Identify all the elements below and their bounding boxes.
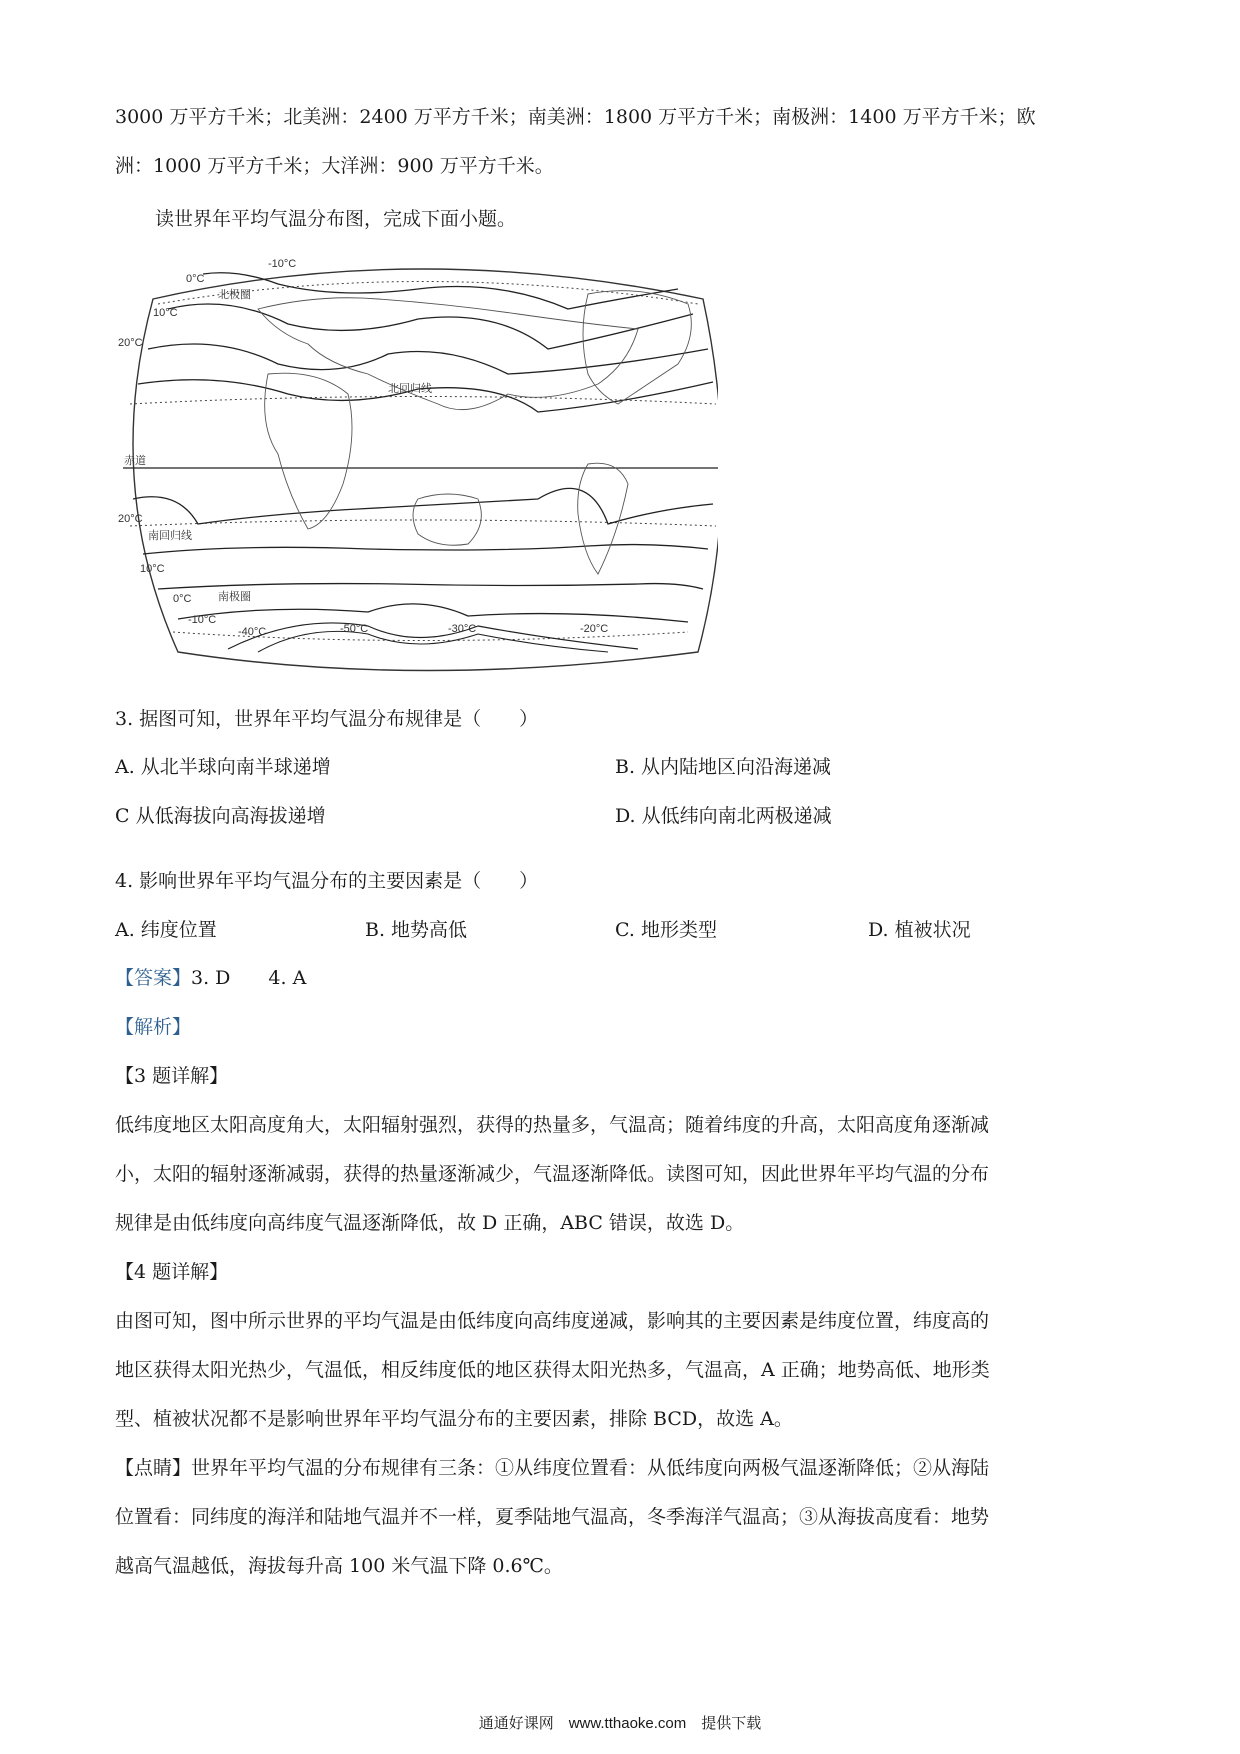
instruction: 读世界年平均气温分布图，完成下面小题。 [155,208,517,230]
north-america-shape [583,291,691,404]
iso-label-n-20: 20°C [118,337,143,349]
tip-line-1 [115,1454,1125,1482]
iso-label-s-minus30: -30°C [448,623,477,635]
iso-label-s-20: 20°C [118,513,143,525]
world-temperature-map [118,254,718,674]
south-america-shape [578,463,628,574]
iso-label-s-minus40: -40°C [238,626,267,638]
q3-option-d: D. 从低纬向南北两极递减 [615,805,832,827]
analysis-label: 【解析】 [115,1016,192,1038]
detail4-line-1: 由图可知，图中所示世界的平均气温是由低纬度向高纬度递减，影响其的主要因素是纬度位置，纬度高的 [115,1310,990,1332]
antarctic-isotherms [228,623,638,649]
label-south-circle: 南极圈 [218,591,251,603]
detail3-line-2: 小，太阳的辐射逐渐减弱，获得的热量逐渐减少，气温逐渐降低。读图可知，因此世界年平均气温的分布 [115,1163,990,1185]
tip-line-2: 位置看：同纬度的海洋和陆地气温并不一样，夏季陆地气温高，冬季海洋气温高；③从海拔高度看：地势 [115,1506,990,1528]
q3-option-a: A. 从北半球向南半球递增 [115,756,331,778]
answer-label: 【答案】 [115,967,192,989]
label-north-circle: 北极圈 [218,289,251,301]
q3-option-b: B. 从内陆地区向沿海递减 [615,756,832,778]
iso-label-s-minus50: -50°C [340,623,369,635]
q4-option-b: B. 地势高低 [365,919,468,941]
answer-line [115,964,1125,992]
q4-option-c: C. 地形类型 [615,919,717,941]
iso-label-n-10: 10°C [153,307,178,319]
intro-line-2: 洲：1000 万平方千米；大洋洲：900 万平方千米。 [115,155,554,177]
detail4-title: 【4 题详解】 [115,1261,229,1283]
isotherm-s-0 [158,584,703,589]
isotherm-s-minus10 [178,604,688,622]
tip-line-3: 越高气温越低，海拔每升高 100 米气温下降 0.6℃。 [115,1555,563,1577]
label-equator: 赤道 [124,455,146,467]
detail3-line-3: 规律是由低纬度向高纬度气温逐渐降低，故 D 正确，ABC 错误，故选 D。 [115,1212,745,1234]
detail4-line-2: 地区获得太阳光热少，气温低，相反纬度低的地区获得太阳光热多，气温高，A 正确；地势高低、地形类 [115,1359,990,1381]
iso-label-s-minus20: -20°C [580,623,609,635]
detail3-title: 【3 题详解】 [115,1065,229,1087]
label-tropic-capricorn: 南回归线 [148,530,192,542]
tip-text-1: 世界年平均气温的分布规律有三条：①从纬度位置看：从低纬度向两极气温逐渐降低；②从海陆 [191,1457,990,1479]
iso-label-n-0: 0°C [186,273,205,285]
answer-text: 3. D 4. A [191,967,307,989]
tip-label: 【点睛】 [115,1457,192,1479]
q4-option-a: A. 纬度位置 [115,919,217,941]
australia-shape [413,494,481,545]
q3-option-c: C 从低海拔向高海拔递增 [115,805,326,827]
iso-label-s-minus10: -10°C [188,614,217,626]
footer: 通通好课网 www.tthaoke.com 提供下载 [478,1715,762,1732]
africa-shape [265,373,352,529]
iso-label-s-0: 0°C [173,593,192,605]
detail4-line-3: 型、植被状况都不是影响世界年平均气温分布的主要因素，排除 BCD，故选 A。 [115,1408,793,1430]
q4-option-d: D. 植被状况 [868,919,971,941]
detail3-line-1: 低纬度地区太阳高度角大，太阳辐射强烈，获得的热量多，气温高；随着纬度的升高，太阳高度角逐渐减 [115,1114,990,1136]
intro-line-1: 3000 万平方千米；北美洲：2400 万平方千米；南美洲：1800 万平方千米；南极洲：1400 万平方千米；欧 [115,106,1036,128]
iso-label-s-10: 10°C [140,563,165,575]
isotherm-s-10 [143,545,708,554]
iso-label-n-minus10: -10°C [268,258,297,270]
label-tropic-cancer: 北回归线 [388,383,432,395]
q4-stem: 4. 影响世界年平均气温分布的主要因素是（ ） [115,870,539,892]
map-outline [133,269,718,671]
q3-stem: 3. 据图可知，世界年平均气温分布规律是（ ） [115,708,539,730]
